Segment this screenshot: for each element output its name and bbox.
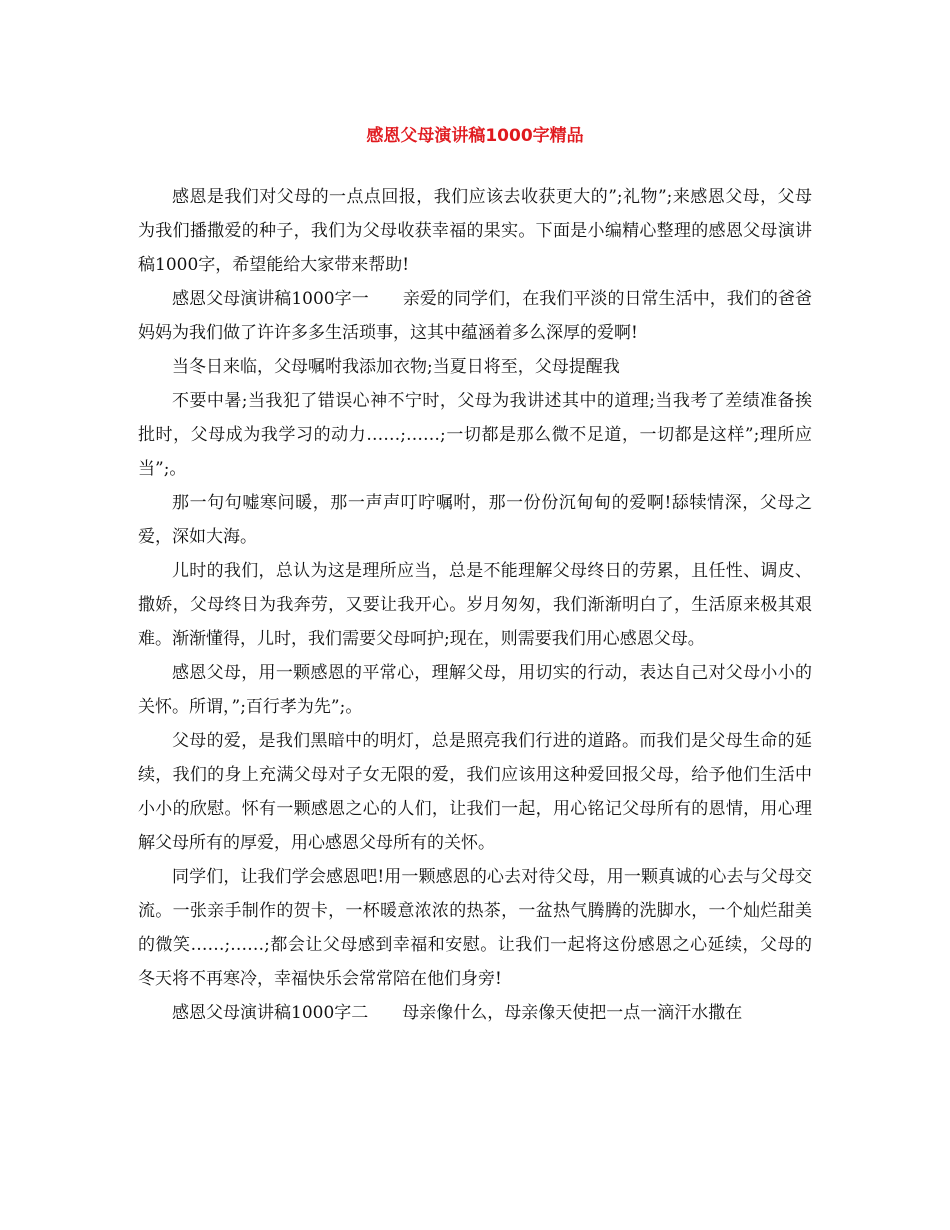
paragraph-care: 那一句句嘘寒问暖，那一声声叮咛嘱咐，那一份份沉甸甸的爱啊!舔犊情深，父母之爱，深如大海。 <box>138 493 812 547</box>
paragraph-gratitude: 感恩父母，用一颗感恩的平常心，理解父母，用切实的行动，表达自己对父母小小的关怀。所谓，”;百行孝为先”;。 <box>138 663 812 717</box>
paragraph-childhood: 儿时的我们，总认为这是理所应当，总是不能理解父母终日的劳累，且任性、调皮、撒娇，父母终日为我奔劳，又要让我开心。岁月匆匆，我们渐渐明白了，生活原来极其艰难。渐渐懂得，儿时，我们需要父母呵护;现在，则需要我们用心感恩父母。 <box>138 561 812 649</box>
paragraph-classmates: 同学们，让我们学会感恩吧!用一颗感恩的心去对待父母，用一颗真诚的心去与父母交流。一张亲手制作的贺卡，一杯暖意浓浓的热茶，一盆热气腾腾的洗脚水，一个灿烂甜美的微笑……;……;都会让父母感到幸福和安慰。让我们一起将这份感恩之心延续，父母的冬天将不再寒冷，幸福快乐会常常陪在他们身旁! <box>138 867 812 989</box>
paragraph-section-two <box>138 996 812 1030</box>
paragraph-winter: 当冬日来临，父母嘱咐我添加衣物;当夏日将至，父母提醒我 <box>172 357 620 377</box>
section-heading-two: 感恩父母演讲稿1000字二 <box>172 1003 369 1023</box>
paragraph-intro: 感恩是我们对父母的一点点回报，我们应该去收获更大的”;礼物”;来感恩父母，父母为我们播撒爱的种子，我们为父母收获幸福的果实。下面是小编精心整理的感恩父母演讲稿1000字，希望能给大家带来帮助! <box>138 187 812 275</box>
paragraph-lamp: 父母的爱，是我们黑暗中的明灯，总是照亮我们行进的道路。而我们是父母生命的延续，我们的身上充满父母对子女无限的爱，我们应该用这种爱回报父母，给予他们生活中小小的欣慰。怀有一颗感恩之心的人们，让我们一起，用心铭记父母所有的恩情，用心理解父母所有的厚爱，用心感恩父母所有的关怀。 <box>138 731 812 853</box>
document-title: 感恩父母演讲稿1000字精品 <box>366 126 584 146</box>
section-two-opening: 母亲像什么，母亲像天使把一点一滴汗水撒在 <box>402 1003 743 1023</box>
paragraph-section-one <box>138 282 812 350</box>
section-heading-one: 感恩父母演讲稿1000字一 <box>172 289 369 309</box>
section-one-opening: 亲爱的同学们，在我们平淡的日常生活中，我们的爸爸妈妈为我们做了许许多多生活琐事，这其中蕴涵着多么深厚的爱啊! <box>138 289 813 343</box>
paragraph-summer: 不要中暑;当我犯了错误心神不宁时，父母为我讲述其中的道理;当我考了差绩准备挨批时，父母成为我学习的动力……;……;一切都是那么微不足道，一切都是这样”;理所应当”;。 <box>138 391 812 479</box>
